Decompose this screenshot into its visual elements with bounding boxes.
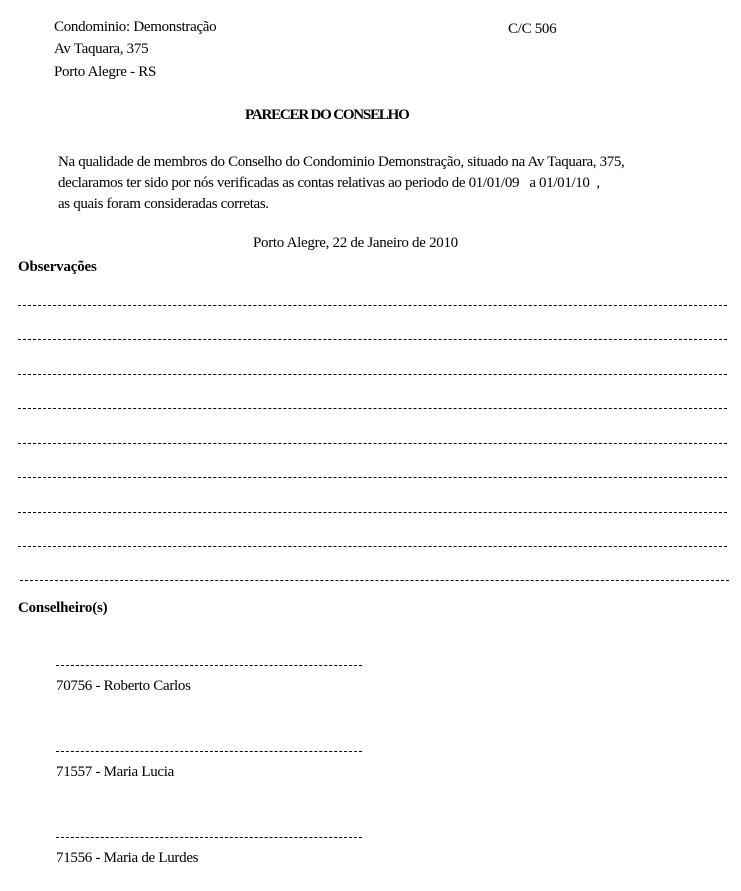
councilor-name: 71557 - Maria Lucia xyxy=(56,764,175,780)
condominium-city: Porto Alegre - RS xyxy=(54,64,156,80)
paragraph-line-3: as quais foram consideradas corretas. xyxy=(58,196,269,212)
observation-line xyxy=(18,443,727,444)
document-title: PARECER DO CONSELHO xyxy=(245,107,409,123)
observation-line xyxy=(18,408,727,409)
paragraph-line-2: declaramos ter sido por nós verificadas as contas relativas ao periodo de 01/01/09 a 01/01/10 , xyxy=(58,175,600,191)
account-code: C/C 506 xyxy=(508,21,557,37)
observation-line xyxy=(20,580,729,581)
councilors-label: Conselheiro(s) xyxy=(18,600,108,616)
date-line: Porto Alegre, 22 de Janeiro de 2010 xyxy=(253,235,458,251)
paragraph-line-1: Na qualidade de membros do Conselho do Condominio Demonstração, situado na Av Taquara, 375, xyxy=(58,154,625,170)
councilor-name: 71556 - Maria de Lurdes xyxy=(56,850,199,866)
observation-line xyxy=(18,477,727,478)
observation-line xyxy=(18,546,727,547)
observation-line xyxy=(18,339,727,340)
declaration-paragraph xyxy=(58,152,624,215)
observation-line xyxy=(18,305,727,306)
observations-label: Observações xyxy=(18,259,97,275)
signature-line xyxy=(56,665,362,666)
condominium-address: Av Taquara, 375 xyxy=(54,41,149,57)
observation-line xyxy=(18,512,727,513)
councilor-name: 70756 - Roberto Carlos xyxy=(56,678,191,694)
condominium-name: Condominio: Demonstração xyxy=(54,19,217,35)
observation-line xyxy=(18,374,727,375)
signature-line xyxy=(56,751,362,752)
signature-line xyxy=(56,837,362,838)
